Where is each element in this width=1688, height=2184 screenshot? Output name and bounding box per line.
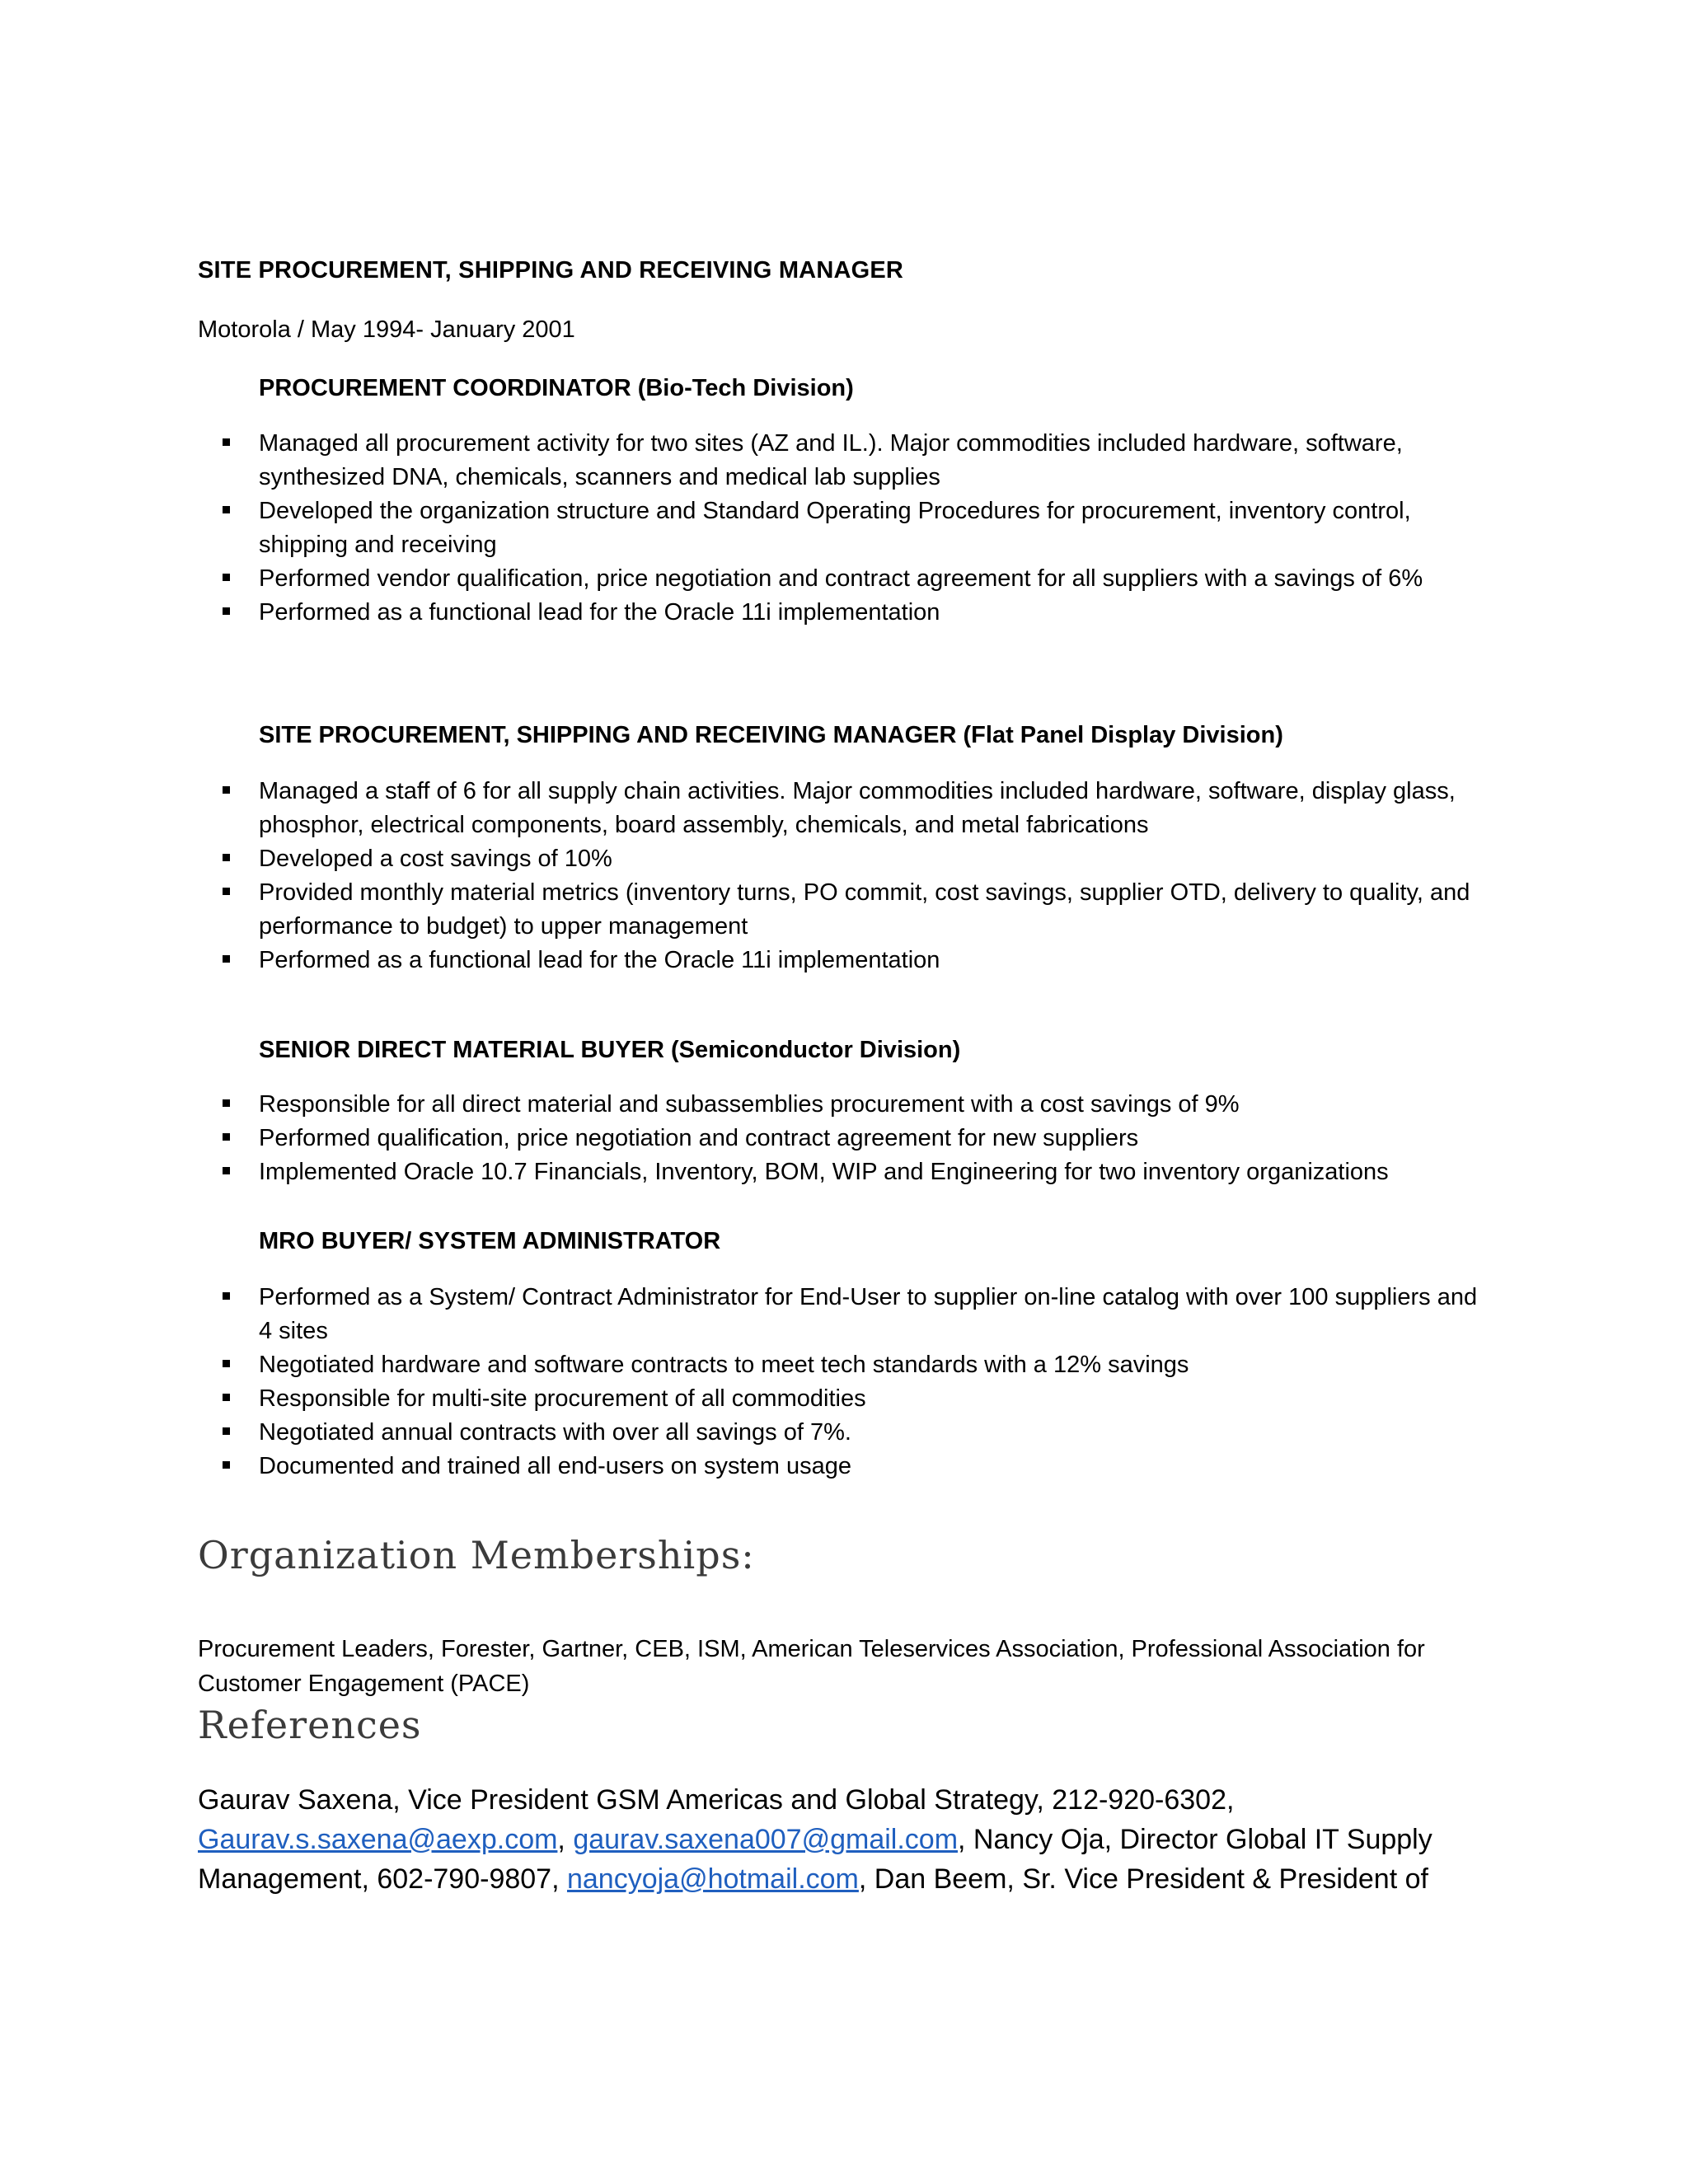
- bullet-text: Implemented Oracle 10.7 Financials, Inventory, BOM, WIP and Engineering for two inventory organizations: [259, 1159, 1389, 1185]
- square-bullet-icon: [223, 1292, 230, 1300]
- bullet-text: Responsible for multi-site procurement of all commodities: [259, 1385, 866, 1412]
- role-bullets-mro-buyer: [223, 1281, 1492, 1483]
- bullet-text: Performed as a functional lead for the Oracle 11i implementation: [259, 947, 940, 973]
- bullet-text: Performed vendor qualification, price negotiation and contract agreement for all suppliers with a savings of 6%: [259, 565, 1423, 592]
- list-item: [223, 944, 1492, 977]
- bullet-text: Performed as a System/ Contract Administrator for End-User to supplier on-line catalog with over 100 suppliers and 4 sites: [259, 1284, 1478, 1344]
- list-item: [223, 1382, 1492, 1416]
- bullet-text: Provided monthly material metrics (inventory turns, PO commit, cost savings, supplier OTD, delivery to quality, and performance to budget) to upper management: [259, 879, 1470, 940]
- list-item: [223, 427, 1492, 494]
- employer-line: Motorola / May 1994- January 2001: [198, 316, 575, 343]
- square-bullet-icon: [223, 955, 230, 963]
- list-item: [223, 1348, 1492, 1382]
- square-bullet-icon: [223, 1099, 230, 1107]
- square-bullet-icon: [223, 438, 230, 446]
- reference-part-3: , Dan Beem, Sr. Vice President & President of: [858, 1863, 1428, 1895]
- references-heading: References: [198, 1703, 422, 1747]
- square-bullet-icon: [223, 1394, 230, 1401]
- list-item: [223, 1450, 1492, 1483]
- bullet-text: Managed all procurement activity for two sites (AZ and IL.). Major commodities included hardware, software, synthesized DNA, chemicals, scanners and medical lab supplies: [259, 430, 1403, 490]
- square-bullet-icon: [223, 1461, 230, 1469]
- bullet-text: Negotiated annual contracts with over all savings of 7%.: [259, 1419, 851, 1446]
- list-item: [223, 1155, 1492, 1189]
- reference-part-2: , Nancy Oja, Director Global IT Supply Management, 602-790-9807,: [198, 1824, 1432, 1895]
- role-heading-mro-buyer: MRO BUYER/ SYSTEM ADMINISTRATOR: [259, 1228, 721, 1254]
- memberships-heading: Organization Memberships:: [198, 1533, 755, 1577]
- list-item: [223, 494, 1492, 562]
- role-bullets-procurement-coordinator: [223, 427, 1492, 630]
- list-item: [223, 1088, 1492, 1122]
- references-text: [198, 1780, 1484, 1899]
- list-item: [223, 1281, 1492, 1348]
- square-bullet-icon: [223, 574, 230, 581]
- email-link-nancyoja[interactable]: nancyoja@hotmail.com: [566, 1863, 859, 1895]
- role-bullets-site-procurement-manager: [223, 775, 1492, 977]
- email-link-gaurav-gmail[interactable]: gaurav.saxena007@gmail.com: [573, 1824, 959, 1855]
- list-item: [223, 842, 1492, 876]
- square-bullet-icon: [223, 854, 230, 861]
- bullet-text: Managed a staff of 6 for all supply chain activities. Major commodities included hardware, software, display glass, phosphor, electrical components, board assembly, chemicals, and metal fabrications: [259, 778, 1456, 838]
- square-bullet-icon: [223, 1167, 230, 1174]
- square-bullet-icon: [223, 506, 230, 513]
- square-bullet-icon: [223, 1133, 230, 1141]
- square-bullet-icon: [223, 607, 230, 615]
- bullet-text: Documented and trained all end-users on system usage: [259, 1453, 851, 1479]
- list-item: [223, 1416, 1492, 1450]
- square-bullet-icon: [223, 1360, 230, 1367]
- bullet-text: Performed qualification, price negotiation and contract agreement for new suppliers: [259, 1125, 1139, 1151]
- list-item: [223, 775, 1492, 842]
- role-bullets-senior-direct-material-buyer: [223, 1088, 1492, 1189]
- reference-separator: ,: [557, 1824, 565, 1855]
- square-bullet-icon: [223, 1427, 230, 1435]
- email-link-gaurav-aexp[interactable]: Gaurav.s.saxena@aexp.com: [198, 1824, 558, 1855]
- memberships-text: Procurement Leaders, Forester, Gartner, CEB, ISM, American Teleservices Association, Professional Association for Customer Engagement (PACE): [198, 1636, 1425, 1697]
- reference-part-1: Gaurav Saxena, Vice President GSM Americas and Global Strategy, 212-920-6302,: [198, 1784, 1235, 1816]
- list-item: [223, 1122, 1492, 1155]
- list-item: [223, 562, 1492, 596]
- role-heading-senior-direct-material-buyer: SENIOR DIRECT MATERIAL BUYER (Semiconductor Division): [259, 1037, 961, 1063]
- square-bullet-icon: [223, 786, 230, 794]
- role-heading-site-procurement-manager: SITE PROCUREMENT, SHIPPING AND RECEIVING MANAGER (Flat Panel Display Division): [259, 722, 1283, 748]
- square-bullet-icon: [223, 888, 230, 895]
- list-item: [223, 596, 1492, 630]
- bullet-text: Developed the organization structure and Standard Operating Procedures for procurement, inventory control, shipping and receiving: [259, 498, 1411, 558]
- bullet-text: Performed as a functional lead for the Oracle 11i implementation: [259, 599, 940, 626]
- list-item: [223, 876, 1492, 944]
- role-heading-procurement-coordinator: PROCUREMENT COORDINATOR (Bio-Tech Division): [259, 375, 854, 401]
- bullet-text: Developed a cost savings of 10%: [259, 846, 612, 872]
- bullet-text: Responsible for all direct material and subassemblies procurement with a cost savings of 9%: [259, 1091, 1240, 1118]
- job-title: SITE PROCUREMENT, SHIPPING AND RECEIVING MANAGER: [198, 257, 904, 284]
- bullet-text: Negotiated hardware and software contracts to meet tech standards with a 12% savings: [259, 1352, 1189, 1378]
